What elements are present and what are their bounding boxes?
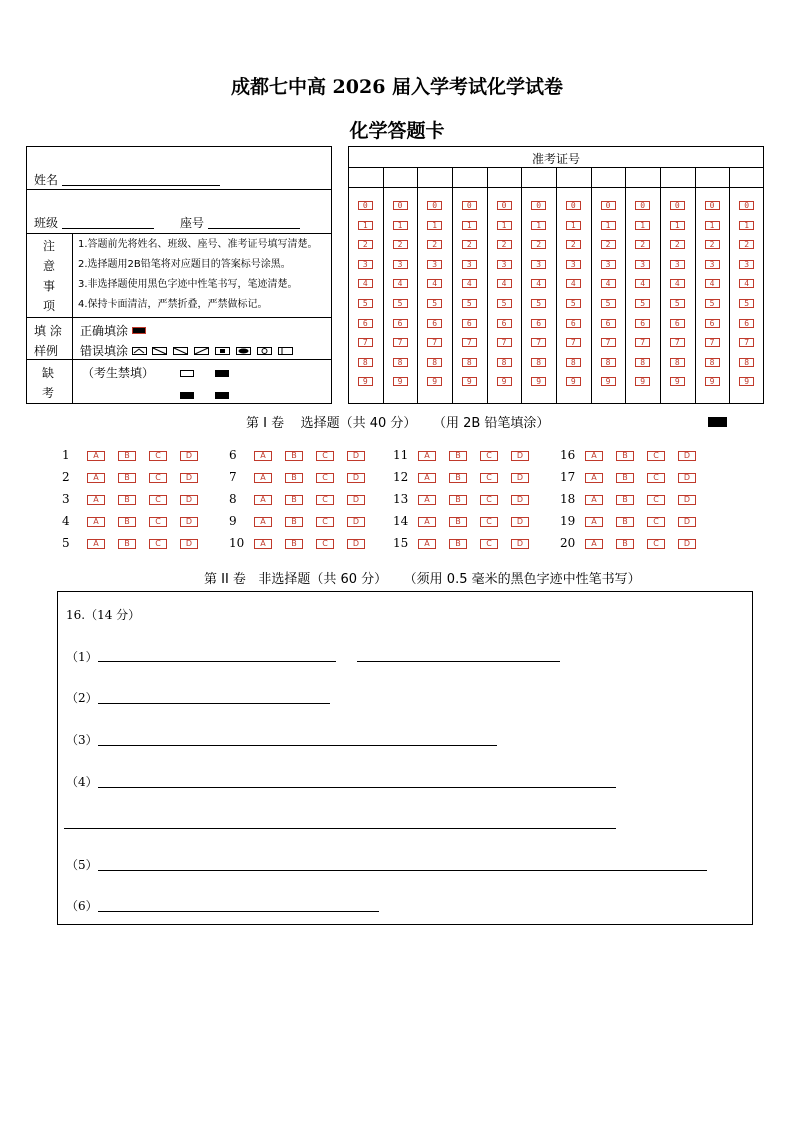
option-bubble-c[interactable]: C: [647, 495, 665, 505]
exam-id-bubble-4[interactable]: 4: [635, 279, 650, 288]
exam-id-bubble-1[interactable]: 1: [670, 221, 685, 230]
option-bubble-b[interactable]: B: [449, 539, 467, 549]
absent-mark: [180, 392, 194, 399]
option-bubble-a[interactable]: A: [418, 517, 436, 527]
option-bubble-b[interactable]: B: [285, 495, 303, 505]
exam-id-bubble-9[interactable]: 9: [427, 377, 442, 386]
option-bubble-a[interactable]: A: [254, 451, 272, 461]
option-bubble-d[interactable]: D: [180, 517, 198, 527]
exam-id-bubble-0[interactable]: 0: [601, 201, 616, 210]
option-bubble-d[interactable]: D: [678, 517, 696, 527]
question-number: 4: [62, 514, 70, 528]
exam-id-bubble-5[interactable]: 5: [393, 299, 408, 308]
note-item: 3.非选择题使用黑色字迹中性笔书写，笔迹清楚。: [78, 279, 298, 290]
exam-id-bubble-4[interactable]: 4: [670, 279, 685, 288]
part1-heading: 第 I 卷 选择题（共 40 分） （用 2B 铅笔填涂）: [246, 416, 550, 431]
exam-id-bubble-1[interactable]: 1: [601, 221, 616, 230]
option-bubble-b[interactable]: B: [285, 451, 303, 461]
option-bubble-a[interactable]: A: [585, 539, 603, 549]
exam-id-bubble-4[interactable]: 4: [393, 279, 408, 288]
exam-id-bubble-3[interactable]: 3: [566, 260, 581, 269]
class-label: 班级: [34, 216, 59, 230]
option-bubble-a[interactable]: A: [87, 473, 105, 483]
option-bubble-a[interactable]: A: [418, 495, 436, 505]
question-number: 12: [393, 470, 409, 484]
option-bubble-c[interactable]: C: [647, 539, 665, 549]
exam-id-bubble-2[interactable]: 2: [566, 240, 581, 249]
option-bubble-d[interactable]: D: [180, 495, 198, 505]
exam-id-bubble-3[interactable]: 3: [705, 260, 720, 269]
exam-id-bubble-8[interactable]: 8: [635, 358, 650, 367]
exam-id-bubble-8[interactable]: 8: [358, 358, 373, 367]
option-bubble-d[interactable]: D: [511, 451, 529, 461]
exam-id-bubble-3[interactable]: 3: [739, 260, 754, 269]
answer-box-q16: [57, 591, 753, 925]
exam-id-bubble-6[interactable]: 6: [566, 319, 581, 328]
absent-label-2: 考: [42, 386, 55, 400]
option-bubble-b[interactable]: B: [285, 517, 303, 527]
exam-id-bubble-2[interactable]: 2: [705, 240, 720, 249]
option-bubble-d[interactable]: D: [678, 495, 696, 505]
exam-id-bubble-3[interactable]: 3: [462, 260, 477, 269]
exam-id-bubble-5[interactable]: 5: [705, 299, 720, 308]
exam-id-bubble-6[interactable]: 6: [635, 319, 650, 328]
option-bubble-c[interactable]: C: [149, 473, 167, 483]
exam-id-bubble-7[interactable]: 7: [601, 338, 616, 347]
answer-line-4b[interactable]: [64, 828, 616, 829]
exam-id-bubble-3[interactable]: 3: [393, 260, 408, 269]
option-bubble-a[interactable]: A: [87, 517, 105, 527]
exam-id-bubble-0[interactable]: 0: [393, 201, 408, 210]
exam-id-digit-cell[interactable]: [351, 170, 380, 184]
sub-label-4: （4）: [66, 775, 98, 789]
exam-id-bubble-5[interactable]: 5: [358, 299, 373, 308]
option-bubble-b[interactable]: B: [449, 473, 467, 483]
exam-id-bubble-2[interactable]: 2: [427, 240, 442, 249]
exam-id-bubble-7[interactable]: 7: [739, 338, 754, 347]
fill-sample-label-2: 样例: [34, 344, 59, 358]
exam-id-bubble-2[interactable]: 2: [358, 240, 373, 249]
exam-id-bubble-8[interactable]: 8: [393, 358, 408, 367]
exam-id-bubble-6[interactable]: 6: [358, 319, 373, 328]
exam-id-bubble-5[interactable]: 5: [497, 299, 512, 308]
option-bubble-c[interactable]: C: [316, 451, 334, 461]
exam-id-bubble-6[interactable]: 6: [670, 319, 685, 328]
question-number: 13: [393, 492, 409, 506]
option-bubble-b[interactable]: B: [449, 517, 467, 527]
option-bubble-d[interactable]: D: [511, 517, 529, 527]
exam-id-bubble-2[interactable]: 2: [670, 240, 685, 249]
option-bubble-c[interactable]: C: [316, 495, 334, 505]
exam-id-bubble-4[interactable]: 4: [531, 279, 546, 288]
option-bubble-c[interactable]: C: [647, 473, 665, 483]
option-bubble-d[interactable]: D: [347, 539, 365, 549]
exam-id-bubble-0[interactable]: 0: [739, 201, 754, 210]
option-bubble-d[interactable]: D: [678, 473, 696, 483]
exam-id-bubble-9[interactable]: 9: [635, 377, 650, 386]
exam-id-bubble-2[interactable]: 2: [635, 240, 650, 249]
exam-id-bubble-6[interactable]: 6: [739, 319, 754, 328]
exam-id-bubble-1[interactable]: 1: [393, 221, 408, 230]
exam-id-bubble-6[interactable]: 6: [705, 319, 720, 328]
option-bubble-b[interactable]: B: [449, 451, 467, 461]
exam-id-bubble-4[interactable]: 4: [462, 279, 477, 288]
exam-id-bubble-2[interactable]: 2: [393, 240, 408, 249]
exam-id-digit-cell[interactable]: [663, 170, 692, 184]
option-bubble-c[interactable]: C: [316, 473, 334, 483]
seat-label: 座号: [180, 216, 205, 230]
exam-id-digit-cell[interactable]: [732, 170, 761, 184]
question-number: 7: [229, 470, 237, 484]
exam-id-bubble-0[interactable]: 0: [358, 201, 373, 210]
note-item: 2.选择题用2B铅笔将对应题目的答案标号涂黑。: [78, 259, 291, 270]
question-number: 3: [62, 492, 70, 506]
option-bubble-c[interactable]: C: [480, 517, 498, 527]
option-bubble-a[interactable]: A: [585, 517, 603, 527]
question-number: 18: [560, 492, 576, 506]
exam-id-bubble-7[interactable]: 7: [566, 338, 581, 347]
exam-id-bubble-9[interactable]: 9: [358, 377, 373, 386]
option-bubble-c[interactable]: C: [647, 451, 665, 461]
question-number: 16: [560, 448, 576, 462]
option-bubble-b[interactable]: B: [118, 473, 136, 483]
question-number: 2: [62, 470, 70, 484]
exam-id-bubble-2[interactable]: 2: [497, 240, 512, 249]
option-bubble-d[interactable]: D: [180, 451, 198, 461]
question-number: 17: [560, 470, 576, 484]
correct-fill-sample: [132, 327, 146, 334]
answer-line-1b[interactable]: [357, 661, 560, 662]
exam-id-bubble-1[interactable]: 1: [566, 221, 581, 230]
exam-id-bubble-8[interactable]: 8: [531, 358, 546, 367]
option-bubble-b[interactable]: B: [616, 539, 634, 549]
card-title: 化学答题卡: [349, 120, 445, 142]
option-bubble-a[interactable]: A: [585, 451, 603, 461]
answer-line-3[interactable]: [98, 745, 497, 746]
exam-id-digit-cell[interactable]: [628, 170, 657, 184]
exam-id-bubble-0[interactable]: 0: [497, 201, 512, 210]
exam-id-label: 准考证号: [531, 152, 580, 166]
option-bubble-d[interactable]: D: [678, 451, 696, 461]
exam-id-digit-cell[interactable]: [698, 170, 727, 184]
exam-id-bubble-3[interactable]: 3: [635, 260, 650, 269]
exam-id-bubble-3[interactable]: 3: [531, 260, 546, 269]
option-bubble-c[interactable]: C: [316, 517, 334, 527]
exam-id-digit-cell[interactable]: [386, 170, 415, 184]
exam-id-bubble-4[interactable]: 4: [427, 279, 442, 288]
absent-label-1: 缺: [42, 366, 55, 380]
exam-id-bubble-5[interactable]: 5: [531, 299, 546, 308]
class-field[interactable]: [62, 228, 154, 229]
exam-id-bubble-5[interactable]: 5: [601, 299, 616, 308]
absent-mark: [215, 392, 229, 399]
option-bubble-b[interactable]: B: [118, 539, 136, 549]
exam-id-digit-cell[interactable]: [559, 170, 588, 184]
option-bubble-a[interactable]: A: [418, 451, 436, 461]
exam-id-bubble-8[interactable]: 8: [601, 358, 616, 367]
option-bubble-d[interactable]: D: [511, 495, 529, 505]
exam-id-bubble-9[interactable]: 9: [670, 377, 685, 386]
option-bubble-d[interactable]: D: [347, 473, 365, 483]
exam-id-bubble-9[interactable]: 9: [393, 377, 408, 386]
exam-id-bubble-1[interactable]: 1: [531, 221, 546, 230]
exam-id-bubble-3[interactable]: 3: [601, 260, 616, 269]
exam-id-bubble-6[interactable]: 6: [427, 319, 442, 328]
exam-id-digit-cell[interactable]: [455, 170, 484, 184]
question-number: 9: [229, 514, 237, 528]
exam-id-bubble-6[interactable]: 6: [393, 319, 408, 328]
option-bubble-a[interactable]: A: [585, 495, 603, 505]
option-bubble-b[interactable]: B: [285, 539, 303, 549]
exam-id-bubble-6[interactable]: 6: [601, 319, 616, 328]
wrong-fill-label: 错误填涂: [80, 344, 129, 358]
exam-id-bubble-2[interactable]: 2: [739, 240, 754, 249]
answer-line-4a[interactable]: [98, 787, 616, 788]
option-bubble-d[interactable]: D: [180, 539, 198, 549]
exam-id-bubble-3[interactable]: 3: [427, 260, 442, 269]
exam-id-bubble-1[interactable]: 1: [635, 221, 650, 230]
exam-id-bubble-9[interactable]: 9: [531, 377, 546, 386]
exam-id-bubble-1[interactable]: 1: [705, 221, 720, 230]
exam-id-bubble-3[interactable]: 3: [497, 260, 512, 269]
exam-id-bubble-2[interactable]: 2: [462, 240, 477, 249]
question-number: 10: [229, 536, 245, 550]
sub-label-1: （1）: [66, 650, 98, 664]
exam-id-bubble-2[interactable]: 2: [531, 240, 546, 249]
question-number: 5: [62, 536, 70, 550]
option-bubble-c[interactable]: C: [316, 539, 334, 549]
exam-id-bubble-9[interactable]: 9: [462, 377, 477, 386]
option-bubble-b[interactable]: B: [616, 473, 634, 483]
absent-mark: [215, 370, 229, 377]
option-bubble-a[interactable]: A: [254, 473, 272, 483]
option-bubble-b[interactable]: B: [616, 495, 634, 505]
option-bubble-b[interactable]: B: [118, 451, 136, 461]
option-bubble-d[interactable]: D: [347, 451, 365, 461]
option-bubble-b[interactable]: B: [616, 451, 634, 461]
option-bubble-c[interactable]: C: [647, 517, 665, 527]
exam-id-bubble-5[interactable]: 5: [566, 299, 581, 308]
exam-id-bubble-8[interactable]: 8: [497, 358, 512, 367]
question-16-label: 16.（14 分）: [66, 608, 141, 622]
exam-id-bubble-0[interactable]: 0: [531, 201, 546, 210]
exam-id-bubble-0[interactable]: 0: [462, 201, 477, 210]
exam-id-bubble-0[interactable]: 0: [566, 201, 581, 210]
wrong-fill-icons: [132, 346, 302, 356]
exam-id-bubble-7[interactable]: 7: [462, 338, 477, 347]
exam-id-bubble-9[interactable]: 9: [566, 377, 581, 386]
note-item: 4.保持卡面清洁，严禁折叠，严禁做标记。: [78, 299, 268, 310]
exam-id-bubble-1[interactable]: 1: [739, 221, 754, 230]
option-bubble-a[interactable]: A: [254, 495, 272, 505]
sub-label-5: （5）: [66, 858, 98, 872]
exam-id-bubble-0[interactable]: 0: [705, 201, 720, 210]
question-number: 1: [62, 448, 70, 462]
option-bubble-d[interactable]: D: [347, 495, 365, 505]
exam-id-bubble-8[interactable]: 8: [427, 358, 442, 367]
option-bubble-d[interactable]: D: [678, 539, 696, 549]
exam-id-bubble-8[interactable]: 8: [670, 358, 685, 367]
exam-id-bubble-7[interactable]: 7: [497, 338, 512, 347]
exam-id-digit-cell[interactable]: [594, 170, 623, 184]
option-bubble-b[interactable]: B: [118, 495, 136, 505]
exam-id-bubble-5[interactable]: 5: [427, 299, 442, 308]
exam-id-bubble-0[interactable]: 0: [670, 201, 685, 210]
exam-id-digit-cell[interactable]: [420, 170, 449, 184]
option-bubble-d[interactable]: D: [347, 517, 365, 527]
option-bubble-a[interactable]: A: [418, 473, 436, 483]
exam-id-bubble-1[interactable]: 1: [497, 221, 512, 230]
exam-id-bubble-4[interactable]: 4: [739, 279, 754, 288]
question-number: 14: [393, 514, 409, 528]
exam-id-bubble-7[interactable]: 7: [705, 338, 720, 347]
answer-line-6[interactable]: [98, 911, 379, 912]
option-bubble-a[interactable]: A: [87, 495, 105, 505]
exam-id-bubble-3[interactable]: 3: [670, 260, 685, 269]
exam-id-bubble-7[interactable]: 7: [427, 338, 442, 347]
exam-id-bubble-4[interactable]: 4: [566, 279, 581, 288]
option-bubble-a[interactable]: A: [87, 539, 105, 549]
exam-id-bubble-9[interactable]: 9: [739, 377, 754, 386]
exam-id-bubble-1[interactable]: 1: [427, 221, 442, 230]
exam-id-bubble-6[interactable]: 6: [462, 319, 477, 328]
exam-id-bubble-0[interactable]: 0: [427, 201, 442, 210]
exam-id-bubble-9[interactable]: 9: [705, 377, 720, 386]
exam-id-bubble-8[interactable]: 8: [739, 358, 754, 367]
option-bubble-a[interactable]: A: [418, 539, 436, 549]
part2-heading: 第 II 卷 非选择题（共 60 分） （须用 0.5 毫米的黑色字迹中性笔书写）: [204, 572, 641, 587]
question-number: 6: [229, 448, 237, 462]
absent-box-empty[interactable]: [180, 370, 194, 377]
exam-id-bubble-8[interactable]: 8: [462, 358, 477, 367]
note-item: 1.答题前先将姓名、班级、座号、准考证号填写清楚。: [78, 239, 318, 250]
exam-id-bubble-5[interactable]: 5: [739, 299, 754, 308]
exam-id-bubble-9[interactable]: 9: [497, 377, 512, 386]
exam-id-bubble-5[interactable]: 5: [635, 299, 650, 308]
option-bubble-a[interactable]: A: [585, 473, 603, 483]
option-bubble-b[interactable]: B: [616, 517, 634, 527]
exam-id-bubble-8[interactable]: 8: [705, 358, 720, 367]
exam-id-bubble-7[interactable]: 7: [393, 338, 408, 347]
exam-id-bubble-7[interactable]: 7: [531, 338, 546, 347]
option-bubble-d[interactable]: D: [511, 539, 529, 549]
absent-note: （考生禁填）: [82, 366, 155, 380]
sub-label-2: （2）: [66, 691, 98, 705]
exam-id-bubble-6[interactable]: 6: [497, 319, 512, 328]
exam-id-bubble-7[interactable]: 7: [358, 338, 373, 347]
option-bubble-c[interactable]: C: [480, 495, 498, 505]
exam-id-bubble-4[interactable]: 4: [601, 279, 616, 288]
name-label: 姓名: [34, 173, 59, 187]
exam-id-bubble-0[interactable]: 0: [635, 201, 650, 210]
option-bubble-c[interactable]: C: [149, 495, 167, 505]
option-bubble-c[interactable]: C: [149, 451, 167, 461]
option-bubble-c[interactable]: C: [149, 517, 167, 527]
option-bubble-c[interactable]: C: [149, 539, 167, 549]
option-bubble-b[interactable]: B: [285, 473, 303, 483]
question-number: 11: [393, 448, 409, 462]
exam-title: 成都七中高 2026 届入学考试化学试卷: [230, 76, 564, 98]
exam-id-bubble-7[interactable]: 7: [635, 338, 650, 347]
exam-id-bubble-9[interactable]: 9: [601, 377, 616, 386]
option-bubble-a[interactable]: A: [87, 451, 105, 461]
fill-sample-label-1: 填 涂: [34, 324, 62, 338]
answer-line-5[interactable]: [98, 870, 707, 871]
exam-id-bubble-3[interactable]: 3: [358, 260, 373, 269]
exam-id-bubble-2[interactable]: 2: [601, 240, 616, 249]
notes-list: [78, 235, 328, 315]
sub-label-6: （6）: [66, 899, 98, 913]
option-bubble-a[interactable]: A: [254, 517, 272, 527]
correct-fill-label: 正确填涂: [80, 324, 129, 338]
option-bubble-a[interactable]: A: [254, 539, 272, 549]
notes-label: 注 意 事 项: [42, 239, 55, 313]
option-bubble-c[interactable]: C: [480, 451, 498, 461]
position-marker: [708, 417, 727, 427]
option-bubble-d[interactable]: D: [511, 473, 529, 483]
seat-field[interactable]: [208, 228, 300, 229]
question-number: 20: [560, 536, 576, 550]
question-number: 8: [229, 492, 237, 506]
exam-id-digit-cell[interactable]: [490, 170, 519, 184]
exam-id-bubble-4[interactable]: 4: [497, 279, 512, 288]
name-field[interactable]: [62, 185, 220, 186]
exam-id-bubble-6[interactable]: 6: [531, 319, 546, 328]
answer-line-2[interactable]: [98, 703, 330, 704]
exam-id-bubble-7[interactable]: 7: [670, 338, 685, 347]
exam-id-bubble-1[interactable]: 1: [358, 221, 373, 230]
sub-label-3: （3）: [66, 733, 98, 747]
option-bubble-b[interactable]: B: [449, 495, 467, 505]
exam-id-bubble-4[interactable]: 4: [705, 279, 720, 288]
question-number: 15: [393, 536, 409, 550]
exam-id-digit-cell[interactable]: [524, 170, 553, 184]
option-bubble-b[interactable]: B: [118, 517, 136, 527]
question-number: 19: [560, 514, 576, 528]
exam-id-bubble-5[interactable]: 5: [462, 299, 477, 308]
option-bubble-d[interactable]: D: [180, 473, 198, 483]
option-bubble-c[interactable]: C: [480, 473, 498, 483]
exam-id-bubble-1[interactable]: 1: [462, 221, 477, 230]
exam-id-bubble-8[interactable]: 8: [566, 358, 581, 367]
option-bubble-c[interactable]: C: [480, 539, 498, 549]
exam-id-bubble-4[interactable]: 4: [358, 279, 373, 288]
answer-line-1a[interactable]: [98, 661, 336, 662]
exam-id-bubble-5[interactable]: 5: [670, 299, 685, 308]
